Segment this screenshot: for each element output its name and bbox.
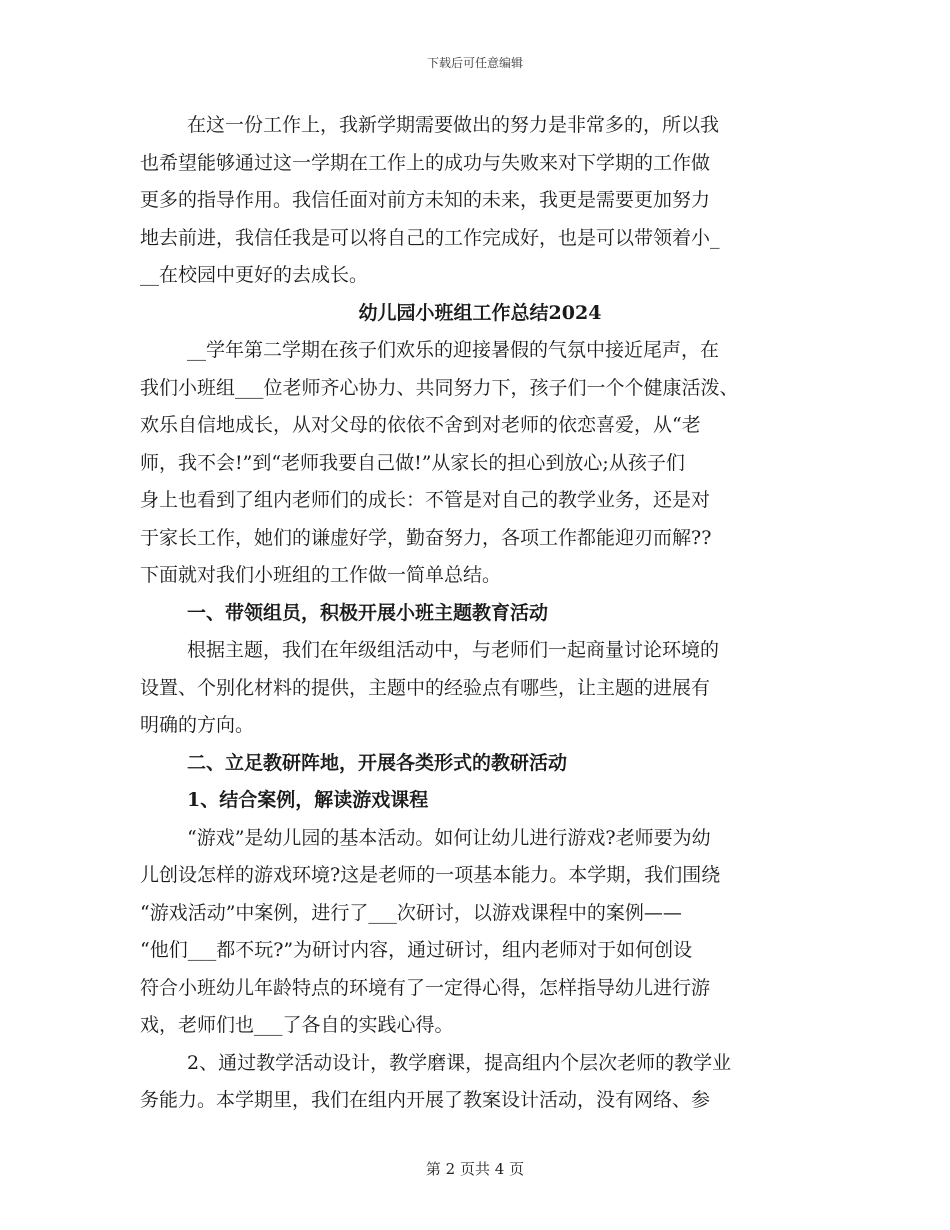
subsection-heading: 1、结合案例，解读游戏课程 xyxy=(187,789,429,811)
text-line: __在校园中更好的去成长。 xyxy=(140,264,369,286)
text-line: 也希望能够通过这一学期在工作上的成功与失败来对下学期的工作做 xyxy=(140,151,711,174)
section-heading: 一、带领组员，积极开展小班主题教育活动 xyxy=(187,601,549,624)
text-line: 符合小班幼儿年龄特点的环境有了一定得心得，怎样指导幼儿进行游 xyxy=(140,976,711,999)
text-line: 2、通过教学活动设计，教学磨课，提高组内个层次老师的教学业 xyxy=(187,1051,732,1074)
text-line: 于家长工作，她们的谦虚好学，勤奋努力，各项工作都能迎刃而解?? xyxy=(140,526,712,549)
text-line: 设置、个别化材料的提供，主题中的经验点有哪些，让主题的进展有 xyxy=(140,676,711,699)
text-line: 在这一份工作上，我新学期需要做出的努力是非常多的，所以我 xyxy=(187,114,720,136)
text-line: 务能力。本学期里，我们在组内开展了教案设计活动，没有网络、参 xyxy=(140,1089,711,1111)
text-line: 儿创设怎样的游戏环境?这是老师的一项基本能力。本学期，我们围绕 xyxy=(140,864,721,886)
text-line: 下面就对我们小班组的工作做一简单总结。 xyxy=(140,564,502,586)
section-heading: 二、立足教研阵地，开展各类形式的教研活动 xyxy=(187,751,568,774)
page-header: 下载后可任意编辑 xyxy=(426,56,523,70)
text-line: 根据主题，我们在年级组活动中，与老师们一起商量讨论环境的 xyxy=(187,639,720,661)
text-line: 地去前进，我信任我是可以将自己的工作完成好，也是可以带领着小_ xyxy=(140,226,720,249)
text-line: __学年第二学期在孩子们欢乐的迎接暑假的气氛中接近尾声，在 xyxy=(187,339,720,361)
text-line: 更多的指导作用。我信任面对前方未知的未来，我更是需要更加努力 xyxy=(140,189,711,211)
section-title: 幼儿园小班组工作总结2024 xyxy=(358,301,602,324)
text-line: 我们小班组___位老师齐心协力、共同努力下，孩子们一个个健康活泼、 xyxy=(140,376,739,399)
text-line: 欢乐自信地成长，从对父母的依依不舍到对老师的依恋喜爱，从“老 xyxy=(140,414,701,436)
text-line: 戏，老师们也___了各自的实践心得。 xyxy=(140,1014,454,1036)
text-line: 身上也看到了组内老师们的成长：不管是对自己的教学业务，还是对 xyxy=(140,489,711,511)
page-footer: 第 2 页共 4 页 xyxy=(425,1160,525,1178)
text-line: “游戏活动”中案例，进行了___次研讨，以游戏课程中的案例—— xyxy=(140,901,682,924)
text-line: “游戏”是幼儿园的基本活动。如何让幼儿进行游戏?老师要为幼 xyxy=(187,826,711,849)
document-body xyxy=(140,107,820,1120)
text-line: “他们___都不玩?”为研讨内容，通过研讨，组内老师对于如何创设 xyxy=(140,939,693,961)
text-line: 师，我不会!”到“老师我要自己做!”从家长的担心到放心;从孩子们 xyxy=(140,451,685,474)
text-line: 明确的方向。 xyxy=(140,714,255,736)
